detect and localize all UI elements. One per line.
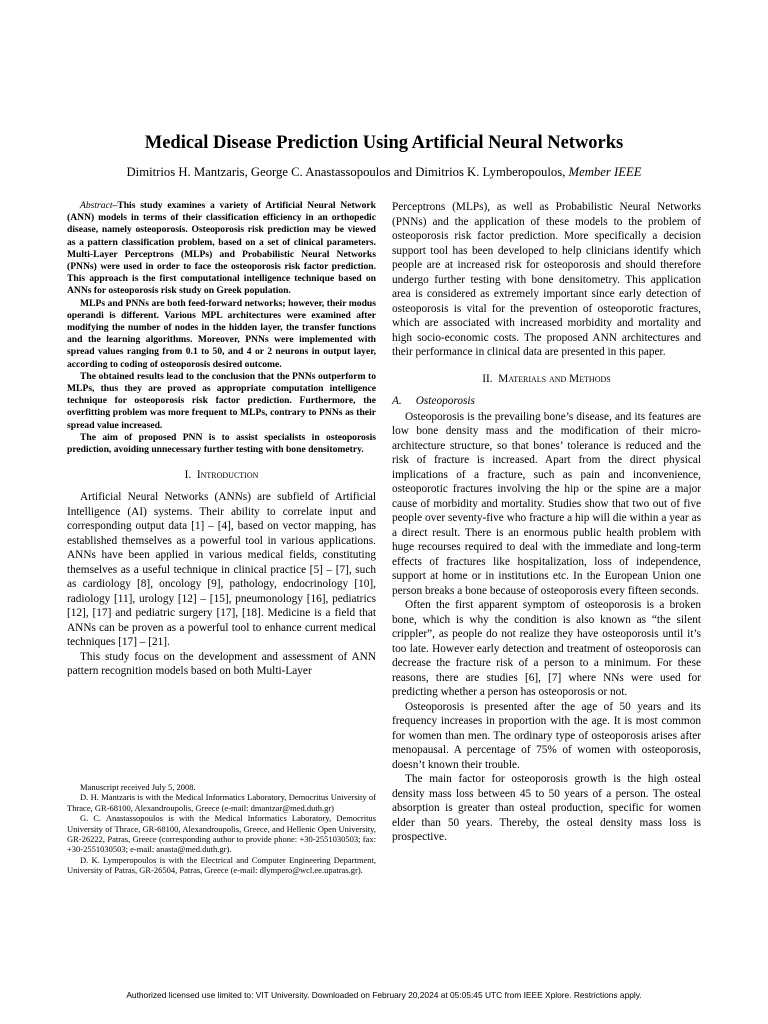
author-names: Dimitrios H. Mantzaris, George C. Anastassopoulos and Dimitrios K. Lymberopoulos, — [126, 165, 569, 179]
osteoporosis-paragraph-4: The main factor for osteoporosis growth is the high osteal density mass loss between 45 to 50 years of a person. The osteal absorption is greater than osteal production, specific for women elder than 50 years. Thereby, the osteal density mass loss is prospective. — [392, 773, 701, 843]
abstract — [67, 200, 376, 456]
member-note: Member IEEE — [568, 165, 642, 179]
osteoporosis-paragraph-2: Often the first apparent symptom of osteoporosis is a broken bone, which is why the condition is also known as “the silent crippler”, as people do not realize they have osteoporosis until it’s too late. However early detection and treatment of osteoporosis can decrease the fracture risk of a person to a minimum. For these reasons, there are studies [6], [7] where NNs were used for predicting whether a person has osteoporosis or not. — [392, 599, 701, 698]
section-title: Introduction — [196, 469, 259, 482]
abstract-label: Abstract — [80, 200, 113, 211]
abstract-paragraph-1 — [67, 200, 376, 298]
subsection-heading-osteoporosis — [392, 394, 701, 408]
abstract-paragraph-2: MLPs and PNNs are both feed-forward networks; however, their modus operandi is different. Various MPL architectures were examined after modifying the number of nodes in the hidden layer, the transfer functions and the learning algorithms. Moreover, PNNs were implemented with spread values ranging from 0.1 to 50, and 4 or 2 neurons in output layer, according to coding of osteoporosis desired outcome. — [67, 297, 376, 370]
subsection-letter: A. — [392, 394, 402, 407]
footnote-received: Manuscript received July 5, 2008. — [80, 782, 196, 792]
osteoporosis-paragraph-1: Osteoporosis is the prevailing bone’s disease, and its features are low bone density mass and the modification of their micro-architecture structure, so that bones’ tolerance is reduced and the risk of fracture is increased. Apart from the direct physical implications of a fracture, such as pain and inconvenience, osteoporotic fractures involving the hip or the spine are a major cause of morbidity and mortality. Studies show that two out of five people over seventy-five who fracture a hip will die within a year as a direct result. There is an enormous public health problem with huge recourses required to deal with the immediate and long-term effects of fractures like hospitalization, loss of independence, support at home or in institutions etc. In the European Union one person breaks a bone because of osteoporosis every fifteen seconds. — [392, 410, 701, 597]
abstract-dash: – — [112, 200, 118, 211]
section-title: Materials and Methods — [498, 372, 611, 385]
abstract-paragraph-3: The obtained results lead to the conclusion that the PNNs outperform to MLPs, thus they are proved as appropriate computation intelligence technique for osteoporosis risk factor prediction. Furthermore, the overfitting problem was more frequent to MLPs, contrary to PNNs as their spread value increased. — [67, 370, 376, 431]
paper-title: Medical Disease Prediction Using Artificial Neural Networks — [144, 133, 624, 153]
abstract-text-1: This study examines a variety of Artificial Neural Network (ANN) models in terms of their classification efficiency in an orthopedic disease, namely osteoporosis. Osteoporosis risk prediction may be viewed as a pattern classification problem, based on a set of clinical parameters. Multi-Layer Perceptrons (MLPs) and Probabilistic Neural Networks (PNNs) were used in order to face the osteoporosis risk factor prediction. This approach is the first computational intelligence technique based on ANNs for osteoporosis risk study on Greek population. — [67, 200, 376, 297]
left-column — [67, 200, 376, 679]
section-number: II. — [482, 372, 493, 385]
intro-paragraph-2: This study focus on the development and assessment of ANN pattern recognition models based on both Multi-Layer — [67, 650, 376, 678]
footnote-author-2: G. C. Anastassopoulos is with the Medical Informatics Laboratory, Democritus University of Thrace, GR-68100, Alexandroupolis, Greece, and Hellenic Open University, GR-26222, Patras, Greece (corresponding author to provide phone: +30-2551030503; fax: +30-2551030503; e-mail: anasta@med.duth.gr). — [67, 813, 376, 855]
footnote-author-1: D. H. Mantzaris is with the Medical Informatics Laboratory, Democritus University of Thrace, GR-68100, Alexandroupolis, Greece (e-mail: dmantzar@med.duth.gr) — [67, 792, 376, 813]
subsection-title: Osteoporosis — [415, 394, 475, 407]
section-heading-materials-methods — [392, 372, 701, 386]
intro-paragraph-2-continued: Perceptrons (MLPs), as well as Probabilistic Neural Networks (PNNs) and the application of these models to the problem of osteoporosis risk factor prediction. More specifically a decision support tool has been developed to help clinicians identify which people are at increased risk for osteoporosis and should therefore undergo further testing with bone densitometry. This application area is considered as extremely important since early detection of osteoporosis is vital for the prevention of osteoporotic fractures, which are associated with increased morbidity and mortality and high socio-economic costs. The proposed ANN architectures and their performance in clinical data are presented in this paper. — [392, 201, 701, 358]
right-column — [392, 200, 701, 845]
footnotes — [67, 782, 376, 876]
section-heading-introduction — [67, 468, 376, 482]
author-line — [0, 163, 768, 181]
abstract-paragraph-4: The aim of proposed PNN is to assist specialists in osteoporosis prediction, avoiding unnecessary further testing with bone densitometry. — [67, 431, 376, 456]
osteoporosis-paragraph-3: Osteoporosis is presented after the age of 50 years and its frequency increases in proportion with the age. It is most common for women than men. The ordinary type of osteoporosis arises after menopausal. A percentage of 75% of women with osteoporosis, doesn’t known their trouble. — [392, 700, 701, 771]
intro-paragraph-1: Artificial Neural Networks (ANNs) are subfield of Artificial Intelligence (AI) systems. Their ability to correlate input and corresponding output data [1] – [4], based on vector mapping, has established themselves as a powerful tool in various applications. ANNs have been applied in various medical fields, constituting themselves as a useful technique in clinical practice [5] – [7], such as cardiology [8], oncology [9], pathology, endocrinology [10], radiology [11], urology [12] – [15], pneumonology [16], pediatrics [12], [17] and pediatric surgery [17], [18]. Medicine is a field that ANNs can be proven as a powerful tool to enhance current medical techniques [17] – [21]. — [67, 491, 376, 649]
license-footer: Authorized licensed use limited to: VIT University. Downloaded on February 20,2024 at 05:05:45 UTC from IEEE Xplore. Restrictions apply. — [126, 990, 642, 1000]
section-number: I. — [184, 469, 192, 482]
footnote-author-3: D. K. Lymperopoulos is with the Electrical and Computer Engineering Department, University of Patras, GR-26504, Patras, Greece (e-mail: dlympero@wcl.ee.upatras.gr). — [67, 854, 376, 876]
